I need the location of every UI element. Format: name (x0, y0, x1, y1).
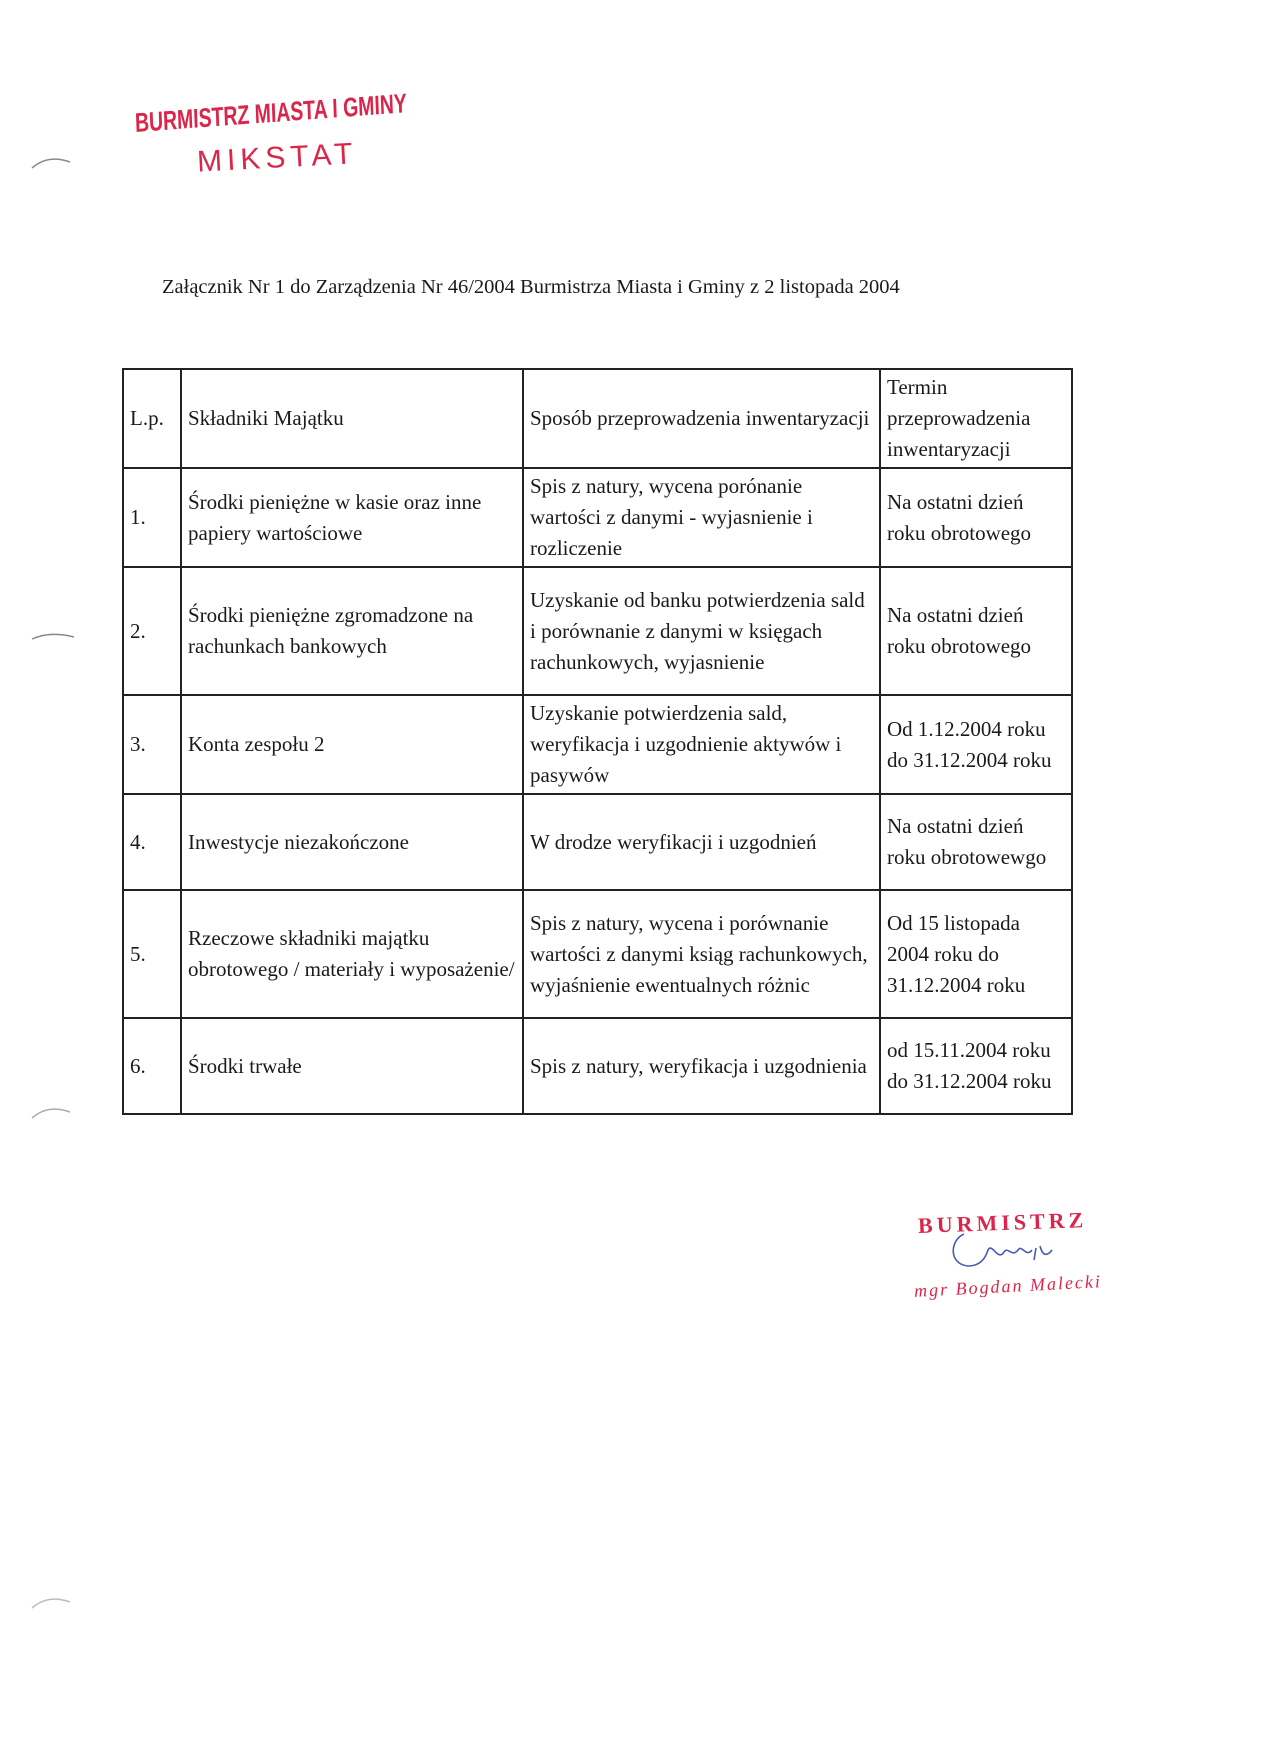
header-termin: Termin przeprowadzenia inwentaryzacji (880, 369, 1072, 468)
row-lp: 4. (123, 794, 181, 890)
row-termin: Od 15 listopada 2004 roku do 31.12.2004 roku (880, 890, 1072, 1018)
row-skladniki: Środki pieniężne w kasie oraz inne papiery wartościowe (181, 468, 523, 567)
row-lp: 6. (123, 1018, 181, 1114)
row-lp: 2. (123, 567, 181, 695)
punch-hole-mark (30, 1100, 76, 1122)
row-termin: Na ostatni dzień roku obrotowego (880, 468, 1072, 567)
table-row (123, 890, 1072, 1018)
row-lp: 3. (123, 695, 181, 794)
row-skladniki: Rzeczowe składniki majątku obrotowego / materiały i wyposażenie/ (181, 890, 523, 1018)
row-sposob: Spis z natury, wycena i porównanie wartości z danymi ksiąg rachunkowych, wyjaśnienie ewentualnych różnic (523, 890, 880, 1018)
stamp-line-office: BURMISTRZ MIASTA I GMINY (134, 88, 408, 138)
table-row (123, 794, 1072, 890)
header-sposob: Sposób przeprowadzenia inwentaryzacji (523, 369, 880, 468)
table-row (123, 468, 1072, 567)
row-sposob: Uzyskanie potwierdzenia sald, weryfikacja i uzgodnienie aktywów i pasywów (523, 695, 880, 794)
row-termin: Na ostatni dzień roku obrotowego (880, 567, 1072, 695)
header-skladniki: Składniki Majątku (181, 369, 523, 468)
row-lp: 1. (123, 468, 181, 567)
table-row (123, 567, 1072, 695)
punch-hole-mark (30, 150, 76, 172)
header-lp: L.p. (123, 369, 181, 468)
row-termin: od 15.11.2004 roku do 31.12.2004 roku (880, 1018, 1072, 1114)
row-skladniki: Konta zespołu 2 (181, 695, 523, 794)
row-skladniki: Środki pieniężne zgromadzone na rachunkach bankowych (181, 567, 523, 695)
document-title: Załącznik Nr 1 do Zarządzenia Nr 46/2004 Burmistrza Miasta i Gminy z 2 listopada 2004 (162, 276, 900, 298)
row-sposob: Uzyskanie od banku potwierdzenia sald i porównanie z danymi w księgach rachunkowych, wyjasnienie (523, 567, 880, 695)
office-stamp (134, 88, 435, 179)
punch-hole-mark (30, 1590, 76, 1612)
inventory-table (122, 368, 1073, 1115)
row-skladniki: Inwestycje niezakończone (181, 794, 523, 890)
signature-stamp-title: BURMISTRZ (917, 1207, 1088, 1238)
table-header-row (123, 369, 1072, 468)
signature-stamp (912, 1207, 1132, 1301)
table-row (123, 1018, 1072, 1114)
row-sposob: Spis z natury, wycena porónanie wartości z danymi - wyjasnienie i rozliczenie (523, 468, 880, 567)
handwritten-signature (942, 1220, 1062, 1280)
row-termin: Od 1.12.2004 roku do 31.12.2004 roku (880, 695, 1072, 794)
stamp-line-town: MIKSTAT (196, 137, 359, 179)
row-termin: Na ostatni dzień roku obrotowewgo (880, 794, 1072, 890)
row-lp: 5. (123, 890, 181, 1018)
row-sposob: Spis z natury, weryfikacja i uzgodnienia (523, 1018, 880, 1114)
signature-stamp-name: mgr Bogdan Malecki (913, 1271, 1103, 1301)
row-sposob: W drodze weryfikacji i uzgodnień (523, 794, 880, 890)
punch-hole-mark (30, 625, 76, 647)
table-row (123, 695, 1072, 794)
row-skladniki: Środki trwałe (181, 1018, 523, 1114)
